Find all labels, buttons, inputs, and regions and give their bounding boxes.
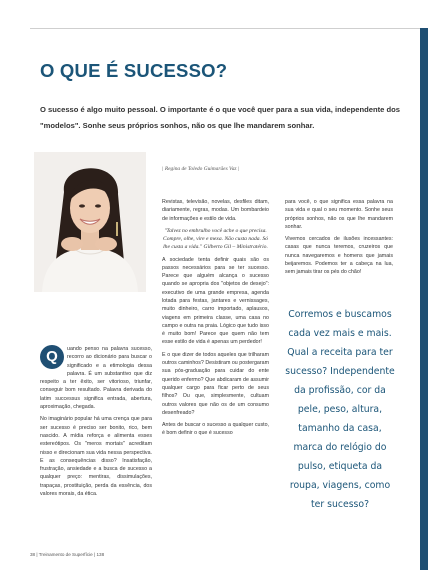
paragraph: A sociedade tenta definir quais são os passos necessários para se ter sucesso. Parece que alguém alcança o sucesso quando se apropria dos "objetos de desejo": executivo de uma grande empresa, agenda lotada para festas, jantares e vernissages, muito dinheiro, carro importado, aplausos, viagens em primeira classe, uma casa no campo e outra na praia. Lógico que tudo isso é muito bom! Parece que quem não tem esse estilo de vida é apenas um perdedor! xyxy=(162,256,269,346)
text-column-3 xyxy=(285,198,393,281)
woman-portrait-image xyxy=(34,152,146,292)
text-column-1 xyxy=(40,345,152,502)
pull-quote: Corremos e buscamos cada vez mais e mais. Qual a receita para ter sucesso? Independente da profissão, cor da pele, peso, altura, tamanho da casa, marca do relógio do pulso, etiqueta da roupa, viagens, como ter sucesso? xyxy=(285,309,395,510)
lead-paragraph: O sucesso é algo muito pessoal. O importante é o que você quer para a sua vida, independente dos "modelos". Sonhe seus próprios sonhos, não os que lhe mandarem sonhar. xyxy=(40,105,400,130)
author-photo xyxy=(34,152,146,292)
paragraph: Revistas, televisão, novelas, desfiles ditam, diariamente, regras, modas. Um bombardeio de informações e estilo de vida. xyxy=(162,199,269,222)
paragraph: No imaginário popular há uma crença que para ser sucesso é preciso ser bonito, rico, bem nascido. A mídia reforça e alimenta esses estereótipos. Os "meros mortais" acreditam nisso e direcionam sua vida nessa perspectiva. E as consequências disso? Insatisfação, frustração, ansiedade e a busca de sucesso a qualquer preço: mentiras, dissimulações, trapaças, prostituição, perda da essência, dos valores morais, da ética. xyxy=(40,416,152,498)
text-column-2 xyxy=(162,198,269,442)
drop-cap xyxy=(40,345,64,369)
quote: "Talvez no embrulho você ache o que precisa. Compre, olhe, vire e mexa. Não custa nada. Só lhe custa a vida." Gilberto Gil – Ministratério. xyxy=(163,227,268,251)
paragraph: Vivemos cercados de ilusões incessantes: casas que nunca teremos, cruzeiros que nunca navegaremos e homens que jamais beijaremos. Podemos ter a cabeça na lua, sem jamais tirar os pés do chão! xyxy=(285,236,393,276)
paragraph: E o que dizer de todos aqueles que trilharam outros caminhos? Desistiram ou postergaram sua pós-graduação para cuidar do ente querido enfermo? Que abdicaram de assumir qualquer cargo para ficar perto de seus filhos? Ou que, simplesmente, cultuam outros valores que não os de um consumo desenfreado? xyxy=(162,351,269,416)
page-footer: 38 | Treinamento de Superfície | 138 xyxy=(30,552,105,557)
drop-cap-letter: Q xyxy=(46,348,58,365)
top-band xyxy=(0,0,428,28)
page-title: O QUE É SUCESSO? xyxy=(40,60,228,81)
paragraph: Antes de buscar o sucesso a qualquer custo, é bom definir o que é sucesso xyxy=(162,422,269,437)
right-edge-bar xyxy=(420,28,428,570)
top-divider xyxy=(30,28,420,29)
paragraph: para você, o que significa essa palavra na sua vida e qual o seu momento. Sonhe seus próprios sonhos, não os que lhe mandarem sonhar. xyxy=(285,199,393,230)
paragraph: uando penso na palavra sucesso, recorro ao dicionário para buscar o significado e a etimologia dessa palavra. É um substantivo que diz respeito a ter êxito, ser vitorioso, triunfar, conseguir bom resultado. Palavra derivada do latim successus significa entrada, abertura, aproximação, chegada. xyxy=(40,346,152,411)
author-byline: | Regina de Toledo Guimarães Vaz | xyxy=(162,166,240,172)
